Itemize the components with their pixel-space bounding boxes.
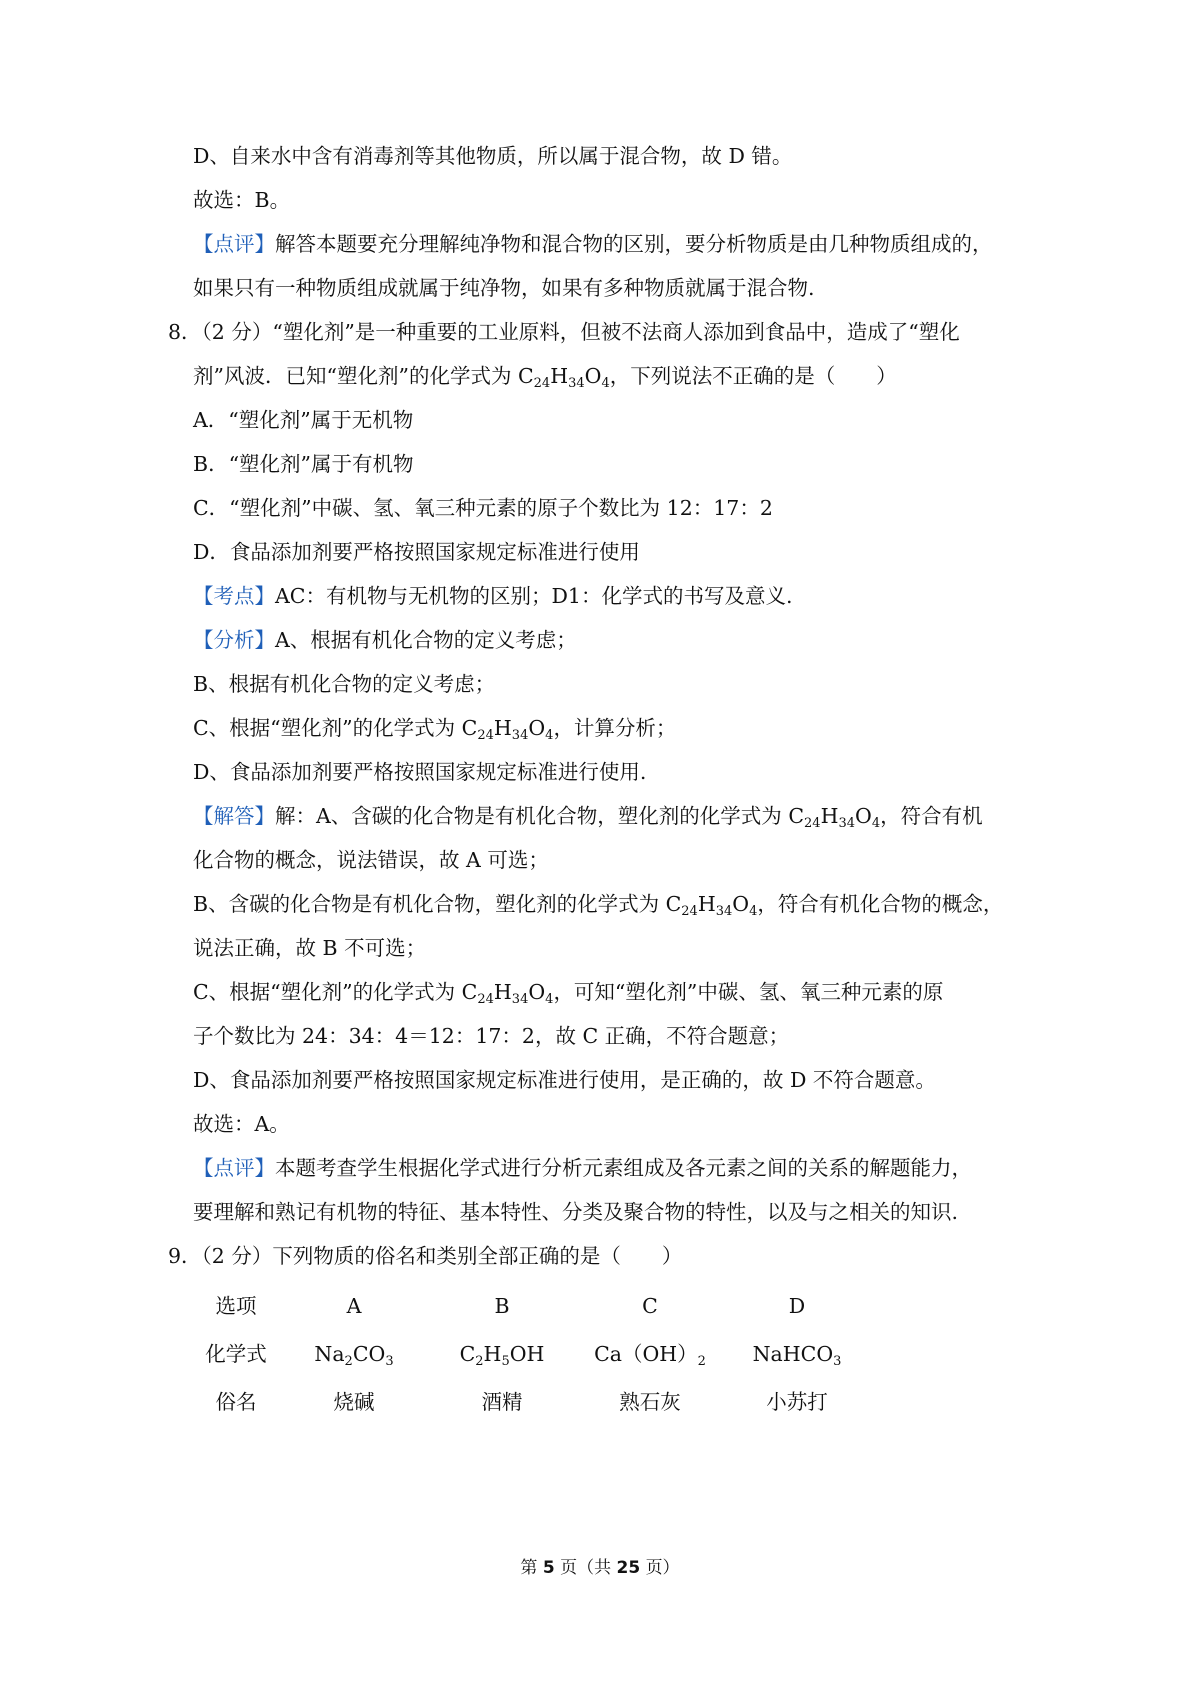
- q8-jieda-a2: 化合物的概念，说法错误，故 A 可选；: [193, 848, 549, 872]
- table-header-c: C: [642, 1294, 658, 1318]
- page-number: 5: [542, 1558, 555, 1578]
- formula-b-part-2: H: [483, 1342, 502, 1366]
- common-name-c: 熟石灰: [619, 1390, 681, 1414]
- formula-b-part-3: OH: [509, 1342, 545, 1366]
- table-header-a: A: [346, 1294, 362, 1318]
- sub-o: 4: [749, 904, 758, 919]
- q8-comment: [193, 1154, 972, 1182]
- formula-d: [753, 1340, 842, 1368]
- jieda-tag: 【解答】: [193, 804, 275, 828]
- sub-c: 24: [477, 992, 494, 1007]
- comment-text: 本题考查学生根据化学式进行分析元素组成及各元素之间的关系的解题能力，: [275, 1156, 972, 1180]
- sub-h: 34: [838, 816, 855, 831]
- sub-c: 24: [681, 904, 698, 919]
- q8-option-b: B．“塑化剂”属于有机物: [193, 452, 414, 476]
- prev-select: 故选：B。: [193, 188, 291, 212]
- table-header-b: B: [494, 1294, 510, 1318]
- formula-c: [594, 1340, 706, 1368]
- jieda-b-text-2: ，符合有机化合物的概念，: [757, 892, 1004, 916]
- fenxi-a: A、根据有机化合物的定义考虑；: [275, 628, 577, 652]
- prev-comment: [193, 230, 993, 258]
- q8-stem-text: 剂”风波．已知“塑化剂”的化学式为 C: [193, 364, 534, 388]
- q8-option-a: A．“塑化剂”属于无机物: [193, 408, 414, 432]
- formula-b: [460, 1340, 545, 1368]
- comment-text: 解答本题要充分理解纯净物和混合物的区别，要分析物质是由几种物质组成的，: [275, 232, 993, 256]
- table-header-d: D: [788, 1294, 806, 1318]
- common-name-d: 小苏打: [766, 1390, 828, 1414]
- sub-h: 34: [715, 904, 733, 919]
- comment-tag: 【点评】: [193, 1156, 275, 1180]
- prev-answer-d: D、自来水中含有消毒剂等其他物质，所以属于混合物，故 D 错。: [193, 144, 793, 168]
- q8-fenxi-d: D、食品添加剂要严格按照国家规定标准进行使用.: [193, 760, 647, 784]
- sub-c: 24: [533, 376, 551, 391]
- prev-comment-2: 如果只有一种物质组成就属于纯净物，如果有多种物质就属于混合物.: [193, 276, 815, 300]
- q8-fenxi: [193, 626, 577, 654]
- sub-h: 34: [511, 992, 529, 1007]
- formula-a-sub: 2: [344, 1354, 353, 1369]
- q8-kaodian: [193, 582, 792, 610]
- formula-c-sub: 2: [697, 1354, 706, 1369]
- sub-c: 24: [477, 728, 494, 743]
- formula-a-part: Na: [314, 1342, 345, 1366]
- q8-stem-text-2: ，下列说法不正确的是（ ）: [609, 364, 897, 388]
- table-header-option: 选项: [215, 1294, 257, 1318]
- formula-a: [314, 1340, 393, 1368]
- q8-jieda-b1: B、含碳的化合物是有机化合物，塑化剂的化学式为 $C_{24}H_{34}O_4$，符合有机化合物的概念，: [193, 892, 1004, 919]
- sub-o: 4: [871, 816, 881, 831]
- jieda-c-text: C、根据“塑化剂”的化学式为 C: [193, 980, 478, 1004]
- q8-option-c: C．“塑化剂”中碳、氢、氧三种元素的原子个数比为 12：17：2: [193, 496, 773, 520]
- fenxi-c-text-2: ，计算分析；: [553, 716, 677, 740]
- q9-stem: 9．（2 分）下列物质的俗名和类别全部正确的是（ ）: [168, 1244, 683, 1268]
- fenxi-tag: 【分析】: [193, 628, 275, 652]
- common-name-a: 烧碱: [333, 1390, 375, 1414]
- q8-stem-2: 剂”风波．已知“塑化剂”的化学式为 $C_{24}H_{34}O_4$，下列说法不正确的是（ ）: [193, 364, 897, 391]
- table-row-label-name: 俗名: [215, 1390, 257, 1414]
- q8-option-d: D．食品添加剂要严格按照国家规定标准进行使用: [193, 540, 640, 564]
- kaodian-text: AC：有机物与无机物的区别；D1：化学式的书写及意义.: [275, 584, 793, 608]
- formula-d-part: NaHCO: [752, 1342, 834, 1366]
- sub-o: 4: [545, 728, 554, 743]
- fenxi-c-text: C、根据“塑化剂”的化学式为 C: [193, 716, 478, 740]
- formula-b-sub-2: 5: [501, 1354, 510, 1369]
- sub-c: 24: [804, 816, 821, 831]
- formula-b-sub: 2: [475, 1354, 484, 1369]
- formula-a-sub-2: 3: [385, 1354, 394, 1369]
- comment-tag: 【点评】: [193, 232, 275, 256]
- common-name-b: 酒精: [481, 1390, 523, 1414]
- q8-select: 故选：A。: [193, 1112, 290, 1136]
- q8-fenxi-b: B、根据有机化合物的定义考虑；: [193, 672, 496, 696]
- formula-a-part-2: CO: [352, 1342, 386, 1366]
- q8-fenxi-c: C、根据“塑化剂”的化学式为 $C_{24}H_{34}O_4$，计算分析；: [193, 716, 677, 743]
- table-row-label-formula: 化学式: [205, 1342, 267, 1366]
- sub-o: 4: [545, 992, 554, 1007]
- formula-b-part: C: [459, 1342, 476, 1366]
- sub-o: 4: [601, 376, 610, 391]
- footer-text: 第: [520, 1558, 538, 1578]
- sub-h: 34: [568, 376, 585, 391]
- kaodian-tag: 【考点】: [193, 584, 275, 608]
- sub-h: 34: [511, 728, 529, 743]
- jieda-b-text: B、含碳的化合物是有机化合物，塑化剂的化学式为 C: [193, 892, 682, 916]
- jieda-a-text-2: ，符合有机: [880, 804, 983, 828]
- q8-jieda-a1: 【解答】解：A、含碳的化合物是有机化合物，塑化剂的化学式为 $C_{24}H_{34}O_4$，符合有机: [193, 804, 983, 831]
- jieda-a-text: 解：A、含碳的化合物是有机化合物，塑化剂的化学式为 C: [275, 804, 805, 828]
- q8-comment-2: 要理解和熟记有机物的特征、基本特性、分类及聚合物的特性，以及与之相关的知识.: [193, 1200, 959, 1224]
- formula-d-sub: 3: [833, 1354, 842, 1369]
- q8-jieda-d: D、食品添加剂要严格按照国家规定标准进行使用，是正确的，故 D 不符合题意。: [193, 1068, 936, 1092]
- q8-stem-1: 8．（2 分）“塑化剂”是一种重要的工业原料，但被不法商人添加到食品中，造成了“塑化: [168, 320, 960, 344]
- page-footer: [0, 1556, 1200, 1580]
- q8-jieda-b2: 说法正确，故 B 不可选；: [193, 936, 427, 960]
- formula-c-part: Ca（OH）: [594, 1342, 698, 1366]
- jieda-c-text-2: ，可知“塑化剂”中碳、氢、氧三种元素的原: [553, 980, 944, 1004]
- footer-text-3: 页）: [645, 1558, 680, 1578]
- q8-jieda-c2: 子个数比为 24：34：4＝12：17：2，故 C 正确，不符合题意；: [193, 1024, 790, 1048]
- q8-jieda-c1: C、根据“塑化剂”的化学式为 $C_{24}H_{34}O_4$，可知“塑化剂”中碳、氢、氧三种元素的原: [193, 980, 944, 1007]
- footer-text-2: 页（共: [560, 1558, 612, 1578]
- total-pages: 25: [616, 1558, 641, 1578]
